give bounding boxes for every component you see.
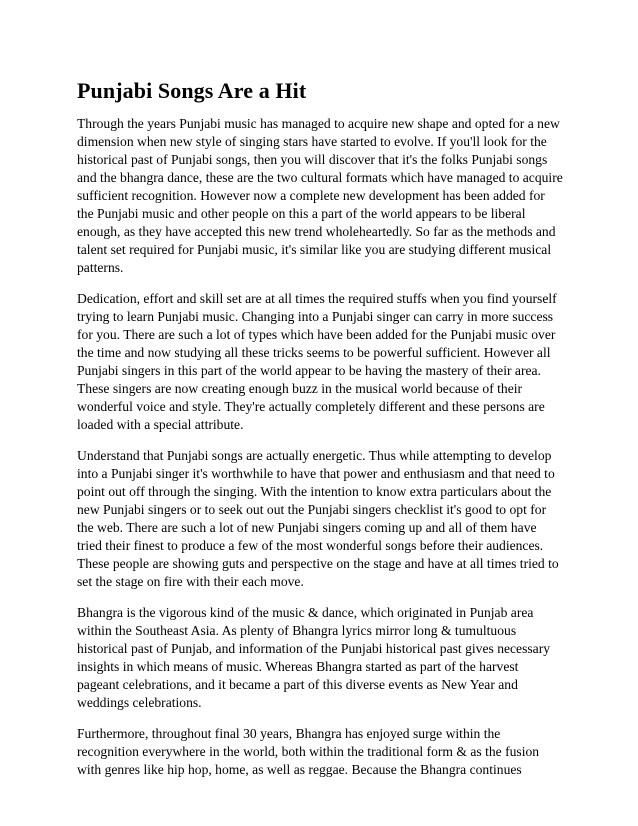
paragraph-3: Understand that Punjabi songs are actually energetic. Thus while attempting to develop into a Punjabi singer it's worthwhile to have that power and enthusiasm and that need to point out off through the singing. With the intention to know extra particulars about the new Punjabi singers or to seek out out the Punjabi singers checklist it's good to opt for the web. There are such a lot of new Punjabi singers coming up and all of them have tried their finest to produce a few of the most wonderful songs before their audiences. These people are showing guts and perspective on the stage and have at all times tried to set the stage on fire with their each move. bbox=[77, 448, 559, 589]
document-title: Punjabi Songs Are a Hit bbox=[77, 78, 307, 103]
paragraph-1: Through the years Punjabi music has managed to acquire new shape and opted for a new dimension when new style of singing stars have started to evolve. If you'll look for the historical past of Punjabi songs, then you will discover that it's the folks Punjabi songs and the bhangra dance, these are the two cultural formats which have managed to acquire sufficient recognition. However now a complete new development has been added for the Punjabi music and other people on this a part of the world appears to be liberal enough, as they have accepted this new trend wholeheartedly. So far as the methods and talent set required for Punjabi music, it's similar like you are studying different musical patterns. bbox=[77, 116, 563, 275]
paragraph-2: Dedication, effort and skill set are at all times the required stuffs when you find yourself trying to learn Punjabi music. Changing into a Punjabi singer can carry in more success for you. There are such a lot of types which have been added for the Punjabi music over the time and now studying all these tricks seems to be powerful sufficient. However all Punjabi singers in this part of the world appear to be having the mastery of their area. These singers are now creating enough buzz in the musical world because of their wonderful voice and style. They're actually completely different and these persons are loaded with a special attribute. bbox=[77, 291, 557, 432]
paragraph-4: Bhangra is the vigorous kind of the music & dance, which originated in Punjab area within the Southeast Asia. As plenty of Bhangra lyrics mirror long & tumultuous historical past of Punjab, and information of the Punjabi historical past gives necessary insights in which means of music. Whereas Bhangra started as part of the harvest pageant celebrations, and it became a part of this diverse events as New Year and weddings celebrations. bbox=[77, 605, 551, 710]
paragraph-5: Furthermore, throughout final 30 years, Bhangra has enjoyed surge within the recognition everywhere in the world, both within the traditional form & as the fusion with genres like hip hop, home, as well as reggae. Because the Bhangra continues bbox=[77, 726, 540, 777]
document-body bbox=[77, 78, 564, 792]
